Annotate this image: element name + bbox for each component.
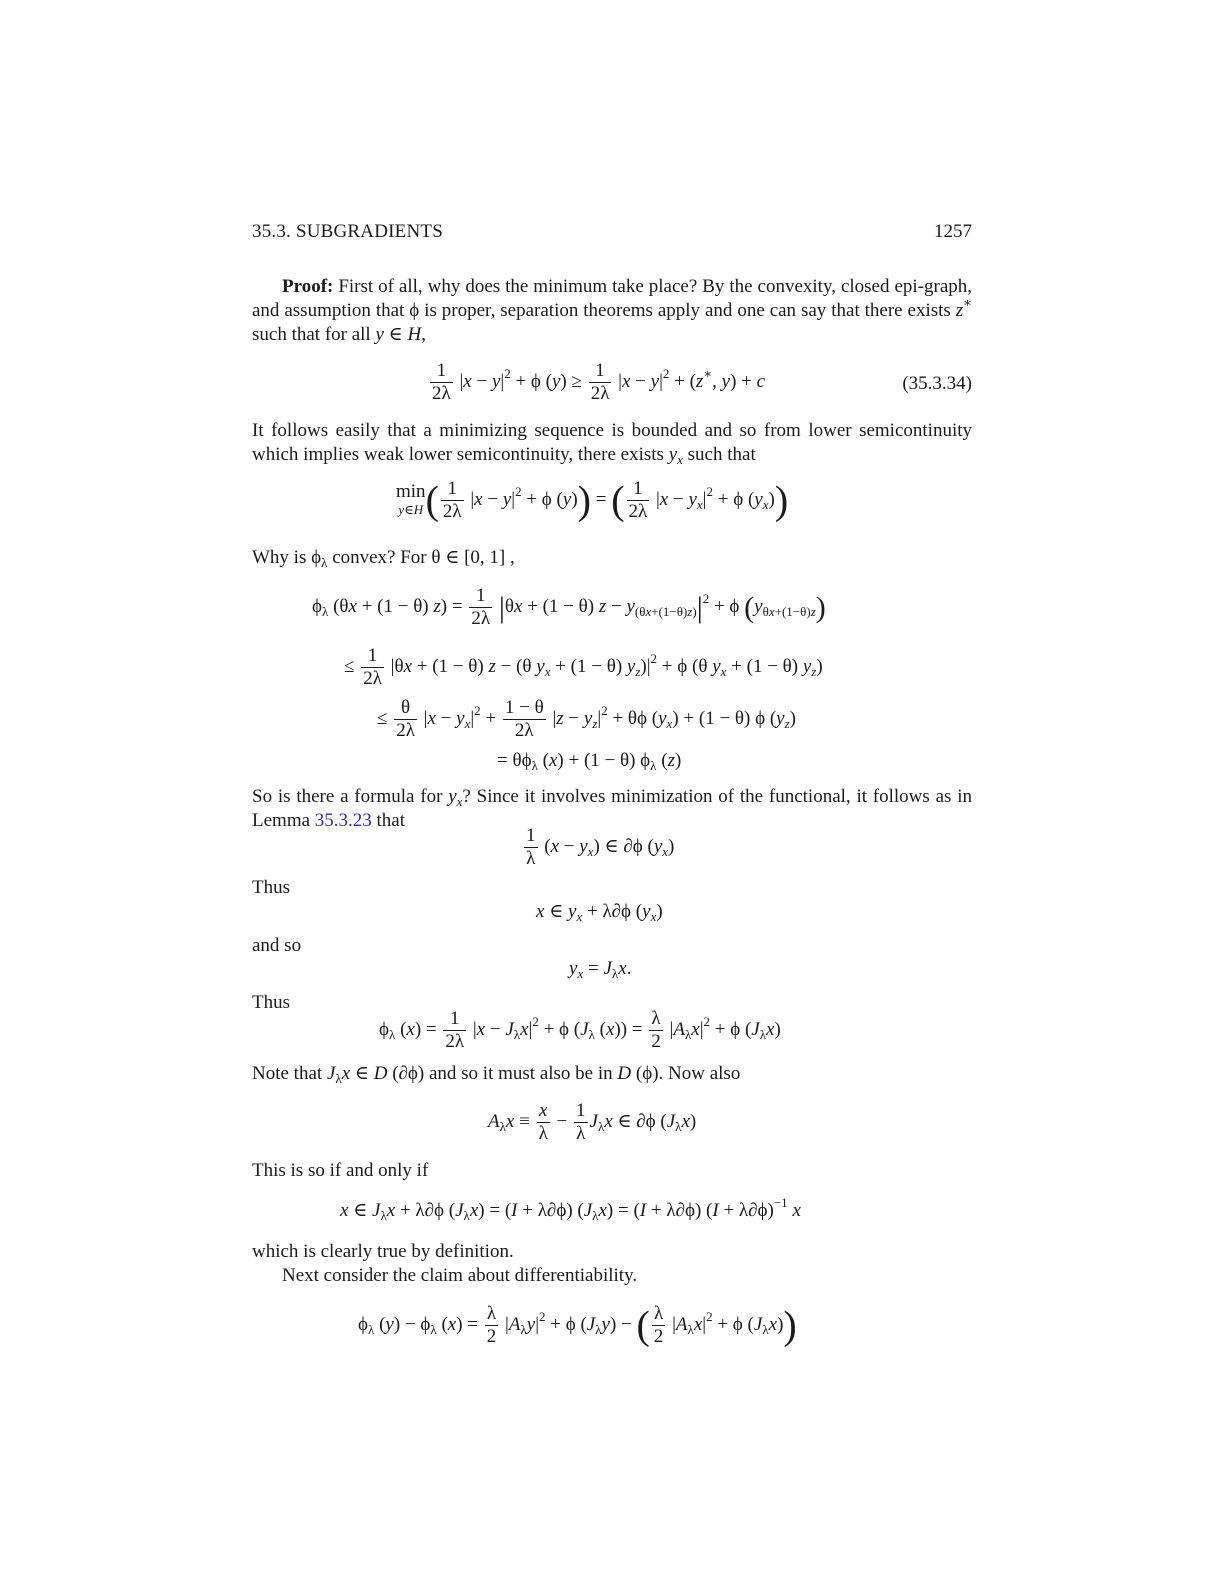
proof-text-2: is proper, separation theorems apply and one can say that there exists — [419, 300, 956, 321]
para4-text-3: that — [371, 810, 406, 831]
page — [252, 0, 972, 1584]
equation-subgradient: $\frac{1}{\lambda}$ $(x - y_x)$ ∈ ∂ϕ $(y_x)$ — [526, 825, 675, 869]
clearly-text: which is clearly true by definition. — [252, 1241, 514, 1262]
equation-convex-line-1: $\phi_\lambda$ (θx + (1 − θ) z) = $\frac{1}{2\lambda}$ |θx + (1 − θ) $z - y_{(\theta x+(1-\theta)z)}|^2 + \phi$ $(y_{\theta x+(1-\theta)z})$ — [312, 585, 826, 629]
paragraph-why-convex: Why is $\phi_\lambda$ convex? For θ ∈ [0, 1] , — [252, 547, 515, 570]
equation-convex-line-2: ≤ $\frac{1}{2\lambda}$ |θx + (1 − θ) z − (θ $y_x + (1 - \theta) y_z)|^2 + \phi$ (θ $y_x + (1 - \theta)$ $y_z$) — [344, 645, 823, 689]
para4-text-2: ? Since it involves minimization of the functional, it follows as in Lemma — [252, 786, 972, 831]
equation-A-lambda: $A_\lambda x$ ≡ $\frac{x}{\lambda}$ − $\frac{1}{\lambda}$ $J_\lambda x$ ∈ ∂ϕ $(J_\lambda x)$ — [488, 1100, 697, 1144]
equation-min: min y∈H ( $\frac{1}{2\lambda}$ $|x - y|^2 + \phi$ (y)) = ( $\frac{1}{2\lambda}$ $|x - y_x|^2 + \phi$ $(y_x)$) — [396, 477, 789, 523]
equation-convex-line-4: = $\theta\phi_\lambda$ (x) + (1 − θ) $\phi_\lambda$ (z) — [497, 750, 682, 773]
next-text: Next consider the claim about differentiability. — [282, 1265, 638, 1286]
equation-yx: $y_x = J_\lambda x$. — [569, 958, 632, 981]
iff-text: This is so if and only if — [252, 1160, 429, 1181]
equation-x-in: x ∈ $y_x + \lambda\partial\phi$ $(y_x)$ — [536, 901, 663, 924]
para2-text-1: It follows easily that a minimizing sequence is bounded and so from lower semicontinuity which implies weak lower semicontinuity, there exists — [252, 420, 972, 465]
note-text-3: . Now also — [658, 1063, 741, 1084]
equation-resolvent: x ∈ $J_\lambda x + \lambda\partial\phi$ $(J_\lambda x) = (I + \lambda\partial\phi) (J_\lambda x) = (I + \lambda\partial\phi) (I + \lambda\partial\phi)^{-1}$ x — [340, 1195, 801, 1223]
para3-text-2: convex? For — [327, 547, 432, 568]
para2-text-2: such that — [682, 444, 756, 465]
lemma-link[interactable]: 35.3.23 — [314, 810, 372, 831]
thus-2: Thus — [252, 992, 290, 1013]
equation-difference: $\phi_\lambda$ $(y) - \phi_\lambda$ (x) = $\frac{\lambda}{2}$ $|A_\lambda y|^2 + \phi$ $(J_\lambda y)$ − ( $\frac{\lambda}{2}$ $|A_\lambda x|^2 + \phi$ $(J_\lambda x)$) — [358, 1302, 797, 1348]
note-text-1: Note that — [252, 1063, 327, 1084]
para3-text-1: Why is — [252, 547, 312, 568]
equation-phi-lambda: $\phi_\lambda$ (x) = $\frac{1}{2\lambda}$ $|x - J_\lambda x|^2 + \phi$ ($J_\lambda$ (x)) = $\frac{\lambda}{2}$ $|A_\lambda x|^2 + \phi$ $(J_\lambda x)$ — [379, 1008, 781, 1052]
equation-number: (35.3.34) — [902, 373, 972, 394]
equation-convex-line-3: ≤ $\frac{\theta}{2\lambda}$ $|x - y_x|^2$ + $\frac{1 - \theta}{2\lambda}$ $|z - y_z|^2 + \theta\phi$ $(y_x) + (1 - \theta)$ ϕ $(y_z)$ — [377, 697, 796, 741]
section-title: 35.3. SUBGRADIENTS — [252, 221, 443, 242]
paragraph-formula: So is there a formula for $y_x$? Since it involves minimization of the functional, it follows as in Lemma 35.3.23 that — [252, 786, 972, 831]
note-text-2: and so it must also be in — [424, 1063, 618, 1084]
proof-text-1: First of all, why does the minimum take place? By the convexity, closed epi-graph, and assumption that — [252, 276, 972, 321]
equation-35-3-34: $\frac{1}{2\lambda}$ $|x - y|^2 + \phi$ (y) ≥ $\frac{1}{2\lambda}$ $|x - y|^2 + (z^∗$, y) + c — [432, 360, 766, 404]
para4-text-1: So is there a formula for — [252, 786, 449, 807]
paragraph-note: Note that $J_\lambda x$ ∈ D (∂ϕ) and so it must also be in D (ϕ). Now also — [252, 1063, 741, 1086]
proof-text-3: such that for all — [252, 324, 376, 345]
thus-1: Thus — [252, 877, 290, 898]
paragraph-minimizing: It follows easily that a minimizing sequence is bounded and so from lower semicontinuity which implies weak lower semicontinuity, there exists $y_x$ such that — [252, 420, 972, 467]
and-so: and so — [252, 935, 302, 956]
page-number: 1257 — [934, 221, 972, 242]
proof-label: Proof: — [282, 276, 334, 297]
proof-paragraph: Proof: First of all, why does the minimum take place? By the convexity, closed epi-graph, and assumption that ϕ is proper, separation theorems apply and one can say that there exists z∗ such that for all y ∈ H, — [252, 276, 972, 345]
para3-text-3: [0, 1] , — [459, 547, 515, 568]
